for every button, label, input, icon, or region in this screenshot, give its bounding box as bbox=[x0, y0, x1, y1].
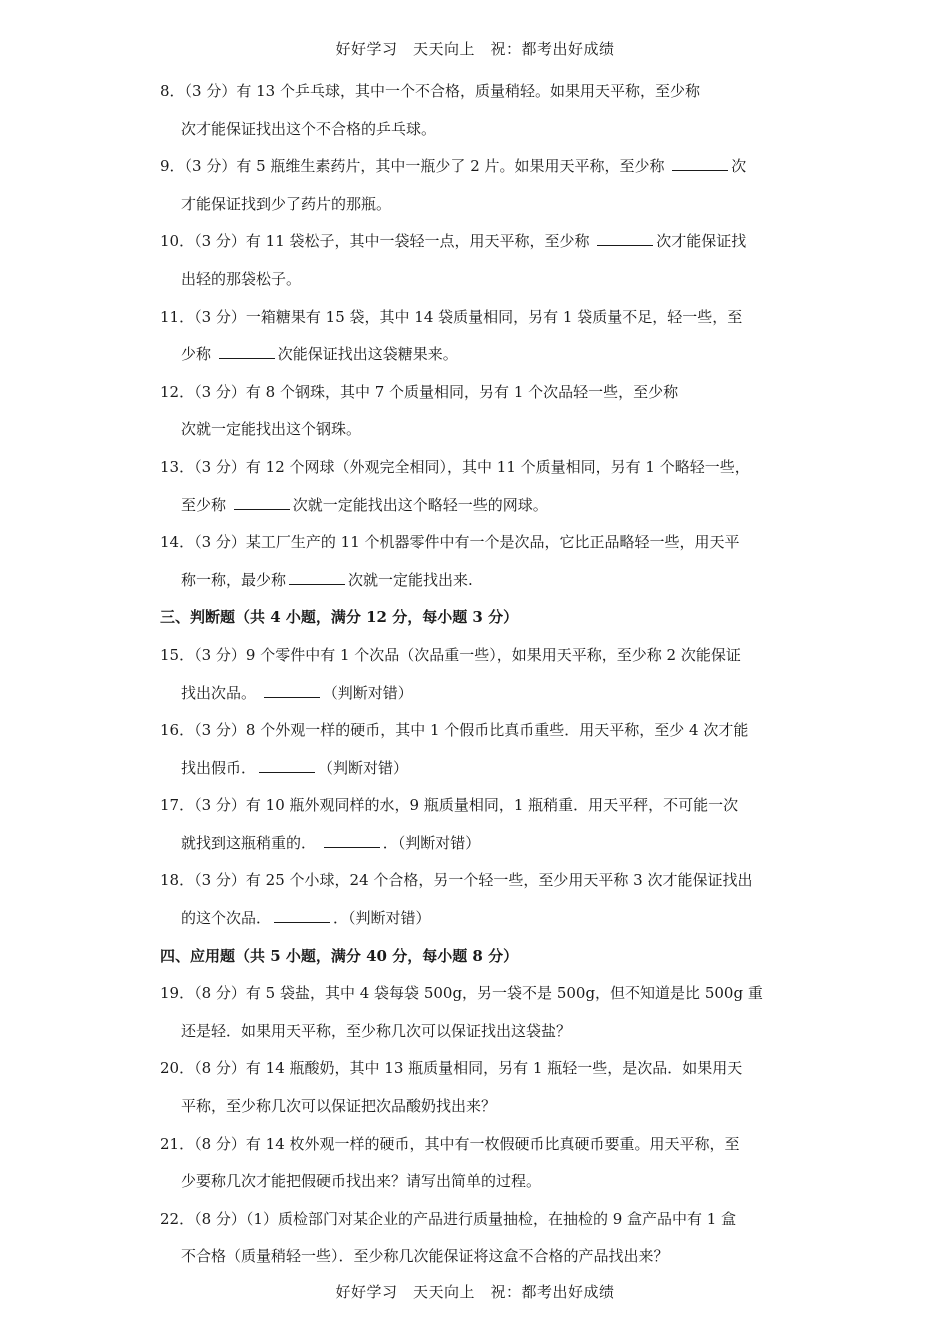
answer-blank bbox=[597, 230, 653, 246]
question-continuation bbox=[160, 1168, 800, 1206]
question-continuation bbox=[160, 116, 800, 154]
question-continuation bbox=[160, 416, 800, 454]
text-segment: 还是轻．如果用天平称，至少称几次可以保证找出这袋盐？ bbox=[181, 1021, 572, 1040]
text-segment: 四、应用题（共 5 小题，满分 40 分，每小题 8 分） bbox=[160, 946, 519, 965]
text-segment: 平称，至少称几次可以保证把次品酸奶找出来？ bbox=[181, 1097, 497, 1116]
question-line bbox=[160, 1131, 800, 1169]
text-segment: 少称 bbox=[181, 345, 216, 364]
text-segment: 找出假币． bbox=[181, 758, 257, 777]
text-segment: 8．（3 分）有 13 个乒乓球，其中一个不合格，质量稍轻。如果用天平称，至少称 bbox=[160, 82, 700, 100]
text-segment: 次就一定能找出这个钢珠。 bbox=[181, 420, 362, 439]
text-segment: ．（判断对错） bbox=[333, 909, 431, 928]
text-segment: 16．（3 分）8 个外观一样的硬币，其中 1 个假币比真币重些．用天平称，至少 4 次才能 bbox=[160, 721, 749, 740]
question-continuation bbox=[160, 266, 800, 304]
text-segment: 少要称几次才能把假硬币找出来？请写出简单的过程。 bbox=[181, 1172, 542, 1191]
section-heading bbox=[160, 604, 800, 642]
question-continuation bbox=[160, 492, 800, 530]
answer-blank bbox=[289, 569, 345, 585]
text-segment: 12．（3 分）有 8 个钢珠，其中 7 个质量相同，另有 1 个次品轻一些，至少称 bbox=[160, 382, 679, 401]
answer-blank bbox=[274, 907, 330, 923]
text-segment: 14．（3 分）某工厂生产的 11 个机器零件中有一个是次品，它比正品略轻一些，用天平 bbox=[160, 533, 740, 552]
question-line bbox=[160, 304, 800, 342]
text-segment: 9．（3 分）有 5 瓶维生素药片，其中一瓶少了 2 片。如果用天平称，至少称 bbox=[160, 157, 670, 176]
text-segment: 次能保证找出这袋糖果来。 bbox=[277, 345, 458, 364]
text-segment: （判断对错） bbox=[322, 683, 413, 702]
text-segment: 11．（3 分）一箱糖果有 15 袋，其中 14 袋质量相同，另有 1 袋质量不足，轻一些，至 bbox=[160, 307, 743, 326]
document-body bbox=[160, 78, 800, 1281]
text-segment: 21．（8 分）有 14 枚外观一样的硬币，其中有一枚假硬币比真硬币要重。用天平称，至 bbox=[160, 1134, 740, 1153]
question-line bbox=[160, 867, 800, 905]
text-segment: 20．（8 分）有 14 瓶酸奶，其中 13 瓶质量相同，另有 1 瓶轻一些，是次品．如果用天 bbox=[160, 1059, 743, 1078]
text-segment: ．（判断对错） bbox=[382, 833, 481, 852]
question-line bbox=[160, 1206, 800, 1244]
question-line bbox=[160, 228, 800, 266]
question-continuation bbox=[160, 755, 800, 793]
text-segment: 次 bbox=[731, 157, 747, 176]
text-segment: （判断对错） bbox=[318, 758, 409, 777]
text-segment: 次才能保证找 bbox=[656, 232, 747, 251]
question-line bbox=[160, 792, 800, 830]
text-segment: 至少称 bbox=[181, 495, 231, 514]
text-segment: 出轻的那袋松子。 bbox=[181, 269, 302, 288]
section-heading bbox=[160, 943, 800, 981]
text-segment: 次才能保证找出这个不合格的乒乓球。 bbox=[181, 119, 437, 138]
answer-blank bbox=[672, 155, 728, 171]
text-segment: 的这个次品． bbox=[181, 909, 272, 928]
answer-blank bbox=[264, 682, 320, 698]
text-segment: 15．（3 分）9 个零件中有 1 个次品（次品重一些），如果用天平称，至少称 2 次能保证 bbox=[160, 645, 741, 664]
question-continuation bbox=[160, 567, 800, 605]
text-segment: 找出次品。 bbox=[181, 683, 261, 702]
question-line bbox=[160, 1055, 800, 1093]
text-segment: 次就一定能找出这个略轻一些的网球。 bbox=[292, 495, 548, 514]
question-continuation bbox=[160, 905, 800, 943]
page-header: 好好学习 天天向上 祝：都考出好成绩 bbox=[335, 40, 615, 58]
text-segment: 18．（3 分）有 25 个小球，24 个合格，另一个轻一些，至少用天平称 3 次才能保证找出 bbox=[160, 871, 753, 890]
text-segment: 称一称，最少称 bbox=[181, 570, 287, 589]
answer-blank bbox=[234, 494, 290, 510]
text-segment: 19．（8 分）有 5 袋盐，其中 4 袋每袋 500g，另一袋不是 500g，但不知道是比 500g 重 bbox=[160, 984, 763, 1003]
answer-blank bbox=[324, 832, 380, 848]
question-line bbox=[160, 153, 800, 191]
question-continuation bbox=[160, 1243, 800, 1281]
text-segment: 就找到这瓶稍重的． bbox=[181, 833, 321, 852]
question-line bbox=[160, 379, 800, 417]
question-line bbox=[160, 529, 800, 567]
question-continuation bbox=[160, 680, 800, 718]
text-segment: 三、判断题（共 4 小题，满分 12 分，每小题 3 分） bbox=[160, 608, 519, 627]
question-continuation bbox=[160, 191, 800, 229]
text-segment: 22．（8 分）（1）质检部门对某企业的产品进行质量抽检，在抽检的 9 盒产品中有 1 盒 bbox=[160, 1209, 737, 1228]
answer-blank bbox=[259, 757, 315, 773]
question-continuation bbox=[160, 1093, 800, 1131]
text-segment: 才能保证找到少了药片的那瓶。 bbox=[181, 194, 392, 213]
question-line bbox=[160, 642, 800, 680]
text-segment: 不合格（质量稍轻一些）．至少称几次能保证将这盒不合格的产品找出来？ bbox=[181, 1247, 669, 1266]
text-segment: 13．（3 分）有 12 个网球（外观完全相同），其中 11 个质量相同，另有 1 个略轻一些， bbox=[160, 457, 750, 476]
question-continuation bbox=[160, 341, 800, 379]
text-segment: 10．（3 分）有 11 袋松子，其中一袋轻一点，用天平称，至少称 bbox=[160, 232, 595, 251]
question-line bbox=[160, 78, 800, 116]
question-line bbox=[160, 454, 800, 492]
text-segment: 次就一定能找出来. bbox=[348, 570, 473, 589]
question-continuation bbox=[160, 1018, 800, 1056]
answer-blank bbox=[219, 343, 275, 359]
question-continuation bbox=[160, 830, 800, 868]
text-segment: 17．（3 分）有 10 瓶外观同样的水，9 瓶质量相同，1 瓶稍重．用天平秤，不可能一次 bbox=[160, 796, 739, 815]
question-line bbox=[160, 980, 800, 1018]
question-line bbox=[160, 717, 800, 755]
page-footer: 好好学习 天天向上 祝：都考出好成绩 bbox=[335, 1283, 615, 1301]
